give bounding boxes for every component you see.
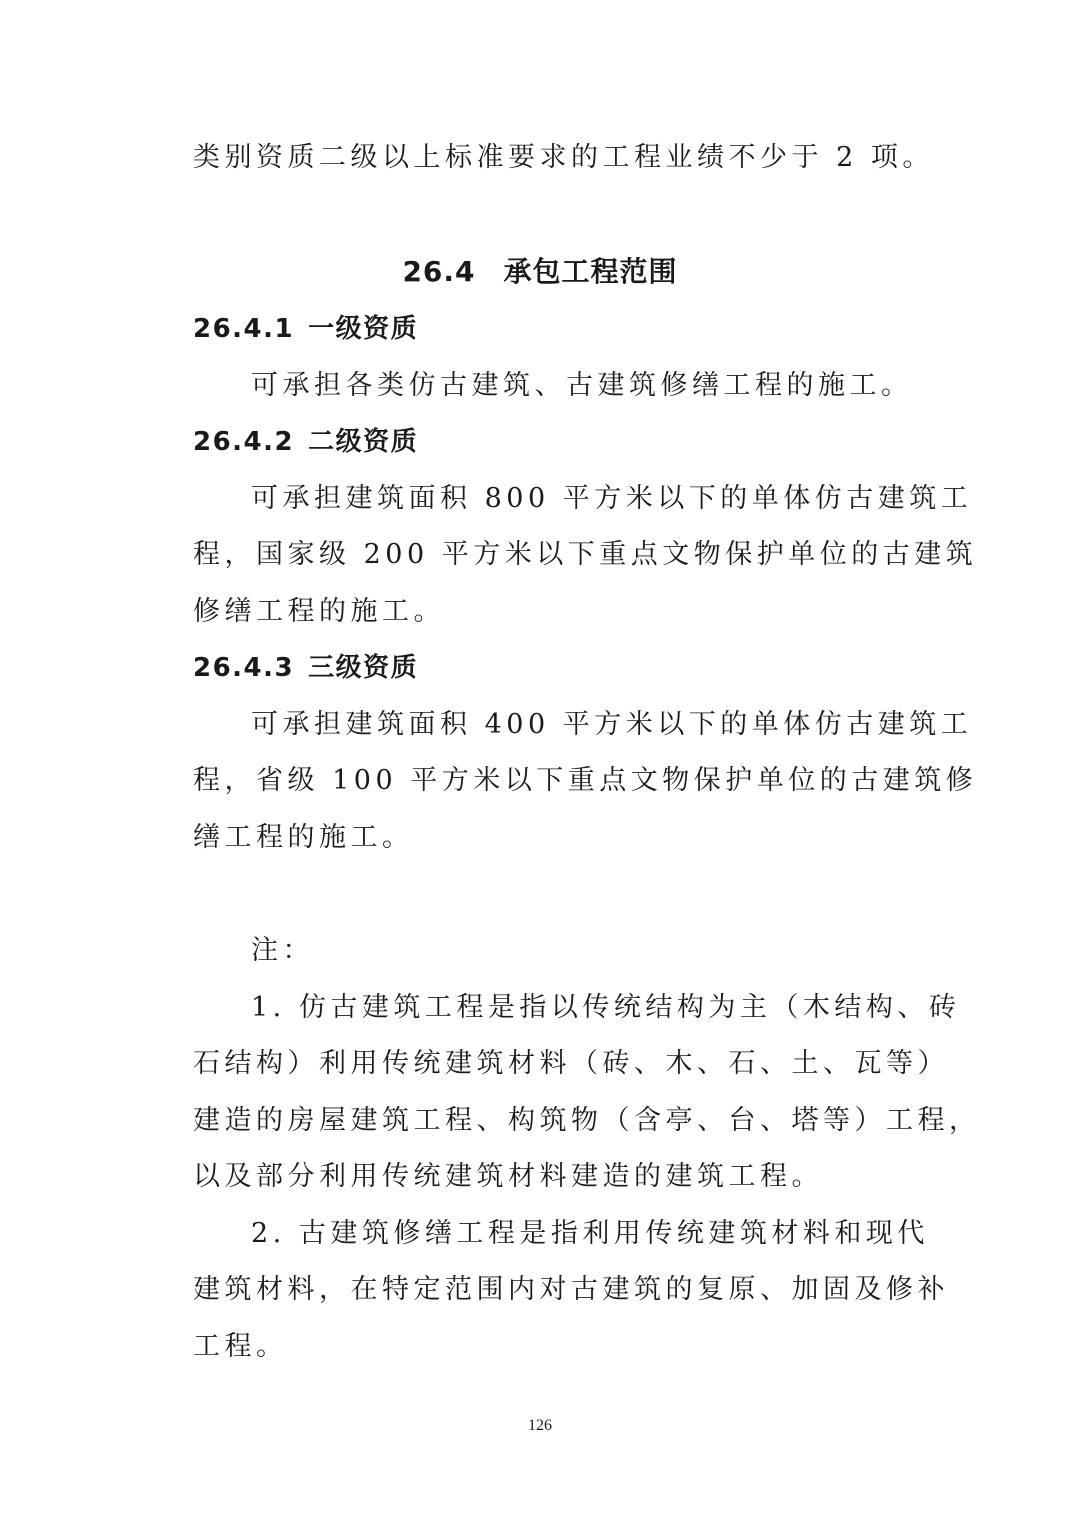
grade-2-paragraph-line: 程，国家级 200 平方米以下重点文物保护单位的古建筑 [193,539,978,570]
intro-paragraph-line: 类别资质二级以上标准要求的工程业绩不少于 2 项。 [193,142,934,173]
page-number: 126 [528,1417,552,1434]
note-1-line: 1. 仿古建筑工程是指以传统结构为主（木结构、砖 [251,992,961,1023]
grade-3-paragraph-line: 缮工程的施工。 [193,822,414,853]
note-1-line: 石结构）利用传统建筑材料（砖、木、石、土、瓦等） [193,1048,949,1079]
subheading-number: 26.4.2 [193,427,295,457]
note-1-line: 以及部分利用传统建筑材料建造的建筑工程。 [193,1161,823,1192]
note-2-line: 2. 古建筑修缮工程是指利用传统建筑材料和现代 [251,1218,929,1249]
grade-2-paragraph-line: 修缮工程的施工。 [193,596,445,627]
subheading-grade-1 [193,309,418,349]
section-title: 承包工程范围 [503,255,678,288]
subheading-grade-2 [193,422,418,462]
note-2-line: 建筑材料，在特定范围内对古建筑的复原、加固及修补 [193,1274,949,1305]
subheading-number: 26.4.3 [193,653,295,683]
subheading-title: 二级资质 [308,427,419,457]
grade-3-paragraph-line: 程，省级 100 平方米以下重点文物保护单位的古建筑修 [193,765,978,796]
subheading-grade-3 [193,648,418,688]
notes-label: 注： [251,935,314,966]
subheading-title: 三级资质 [308,653,419,683]
note-1-line: 建造的房屋建筑工程、构筑物（含亭、台、塔等）工程， [193,1105,981,1136]
subheading-number: 26.4.1 [193,314,295,344]
subheading-title: 一级资质 [308,314,419,344]
grade-2-paragraph-line: 可承担建筑面积 800 平方米以下的单体仿古建筑工 [251,483,973,514]
section-heading [0,252,1080,292]
section-number: 26.4 [402,255,476,288]
grade-3-paragraph-line: 可承担建筑面积 400 平方米以下的单体仿古建筑工 [251,709,973,740]
note-2-line: 工程。 [193,1331,288,1362]
grade-1-paragraph-line: 可承担各类仿古建筑、古建筑修缮工程的施工。 [251,370,913,401]
